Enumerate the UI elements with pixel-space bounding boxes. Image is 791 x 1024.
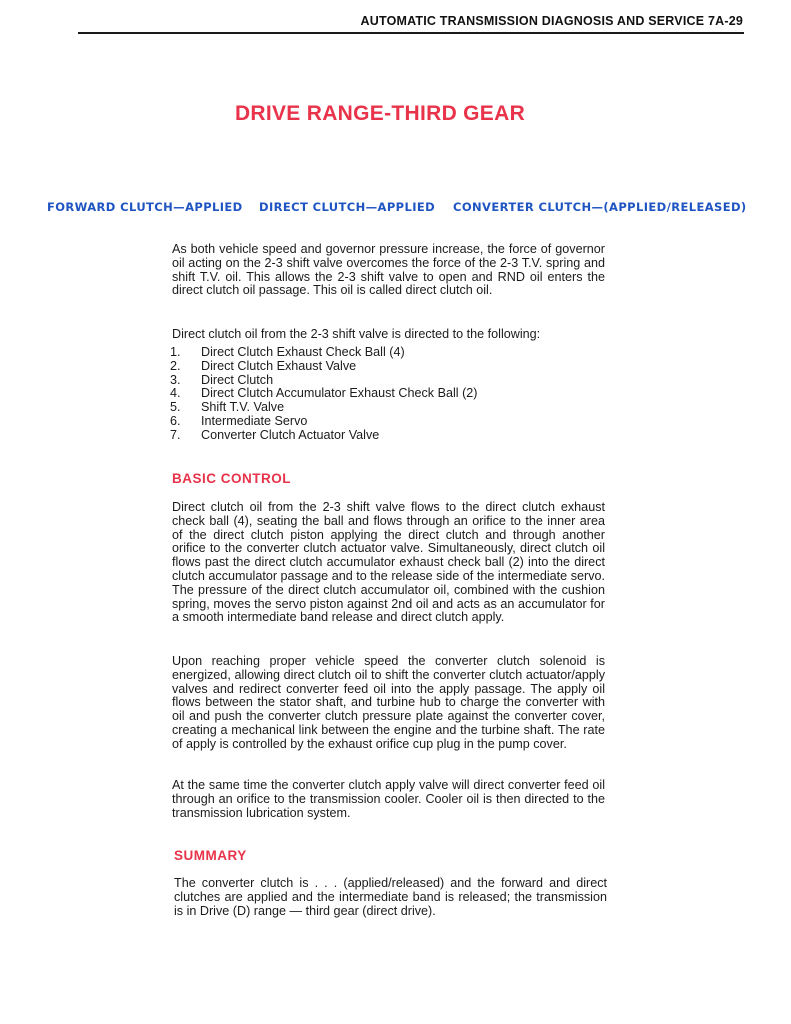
basic-control-paragraph-3: At the same time the converter clutch apply valve will direct converter feed oil through an orifice to the transmission cooler. Cooler oil is then directed to the transmission lubrication system. [172, 778, 605, 820]
list-item [170, 360, 610, 374]
list-item-text: Direct Clutch Exhaust Valve [201, 358, 357, 373]
list-lead-paragraph: Direct clutch oil from the 2-3 shift valve is directed to the following: [172, 327, 541, 341]
list-item [170, 415, 610, 429]
list-item-text: Shift T.V. Valve [201, 400, 285, 415]
oil-destination-list [170, 346, 610, 443]
basic-control-heading: BASIC CONTROL [172, 471, 291, 486]
list-item-text: Converter Clutch Actuator Valve [201, 427, 380, 442]
list-item-text: Direct Clutch [201, 372, 274, 387]
header-rule [78, 32, 744, 34]
list-item-number: 2. [170, 358, 181, 373]
list-item [170, 346, 610, 360]
direct-clutch-status: DIRECT CLUTCH—APPLIED [259, 200, 436, 214]
list-item [170, 401, 610, 415]
summary-heading: SUMMARY [174, 848, 247, 863]
list-item [170, 374, 610, 388]
list-item [170, 387, 610, 401]
intro-paragraph: As both vehicle speed and governor pressure increase, the force of governor oil acting on the 2-3 shift valve overcomes the force of the 2-3 T.V. spring and shift T.V. oil. This allows the 2-3 shift valve to open and RND oil enters the direct clutch oil passage. This oil is called direct clutch oil. [172, 242, 605, 298]
list-item-number: 7. [170, 427, 181, 442]
list-item-number: 1. [170, 345, 181, 359]
list-item [170, 429, 610, 443]
page-title: DRIVE RANGE-THIRD GEAR [234, 102, 526, 125]
list-item-number: 4. [170, 386, 181, 401]
running-header: AUTOMATIC TRANSMISSION DIAGNOSIS AND SERVICE 7A-29 [360, 14, 743, 28]
converter-clutch-status: CONVERTER CLUTCH—(APPLIED/RELEASED) [453, 200, 747, 214]
basic-control-paragraph-1: Direct clutch oil from the 2-3 shift valve flows to the direct clutch exhaust check ball (4), seating the ball and flows through an orifice to the inner area of the direct clutch piston applying the direct clutch and through another orifice to the converter clutch actuator valve. Simultaneously, direct clutch oil flows past the direct clutch accumulator exhaust check ball (2) into the direct clutch accumulator passage and to the release side of the intermediate servo. The pressure of the direct clutch accumulator oil, combined with the cushion spring, moves the servo piston against 2nd oil and acts as an accumulator for a smooth intermediate band release and direct clutch apply. [172, 500, 605, 625]
basic-control-paragraph-2: Upon reaching proper vehicle speed the converter clutch solenoid is energized, allowing direct clutch oil to shift the converter clutch actuator/apply valves and redirect converter feed oil into the apply passage. The apply oil flows between the stator shaft, and turbine hub to charge the converter with oil and push the converter clutch pressure plate against the converter cover, creating a mechanical link between the engine and the turbine shaft. The rate of apply is controlled by the exhaust orifice cup plug in the pump cover. [172, 654, 605, 751]
list-item-number: 6. [170, 413, 181, 428]
list-item-number: 5. [170, 400, 181, 415]
list-item-text: Intermediate Servo [201, 413, 308, 428]
summary-paragraph: The converter clutch is . . . (applied/released) and the forward and direct clutches are applied and the intermediate band is released; the transmission is in Drive (D) range — third gear (direct drive). [174, 876, 607, 918]
forward-clutch-status: FORWARD CLUTCH—APPLIED [47, 200, 243, 214]
list-item-text: Direct Clutch Exhaust Check Ball (4) [201, 345, 405, 359]
list-item-number: 3. [170, 372, 181, 387]
list-item-text: Direct Clutch Accumulator Exhaust Check Ball (2) [201, 386, 478, 401]
